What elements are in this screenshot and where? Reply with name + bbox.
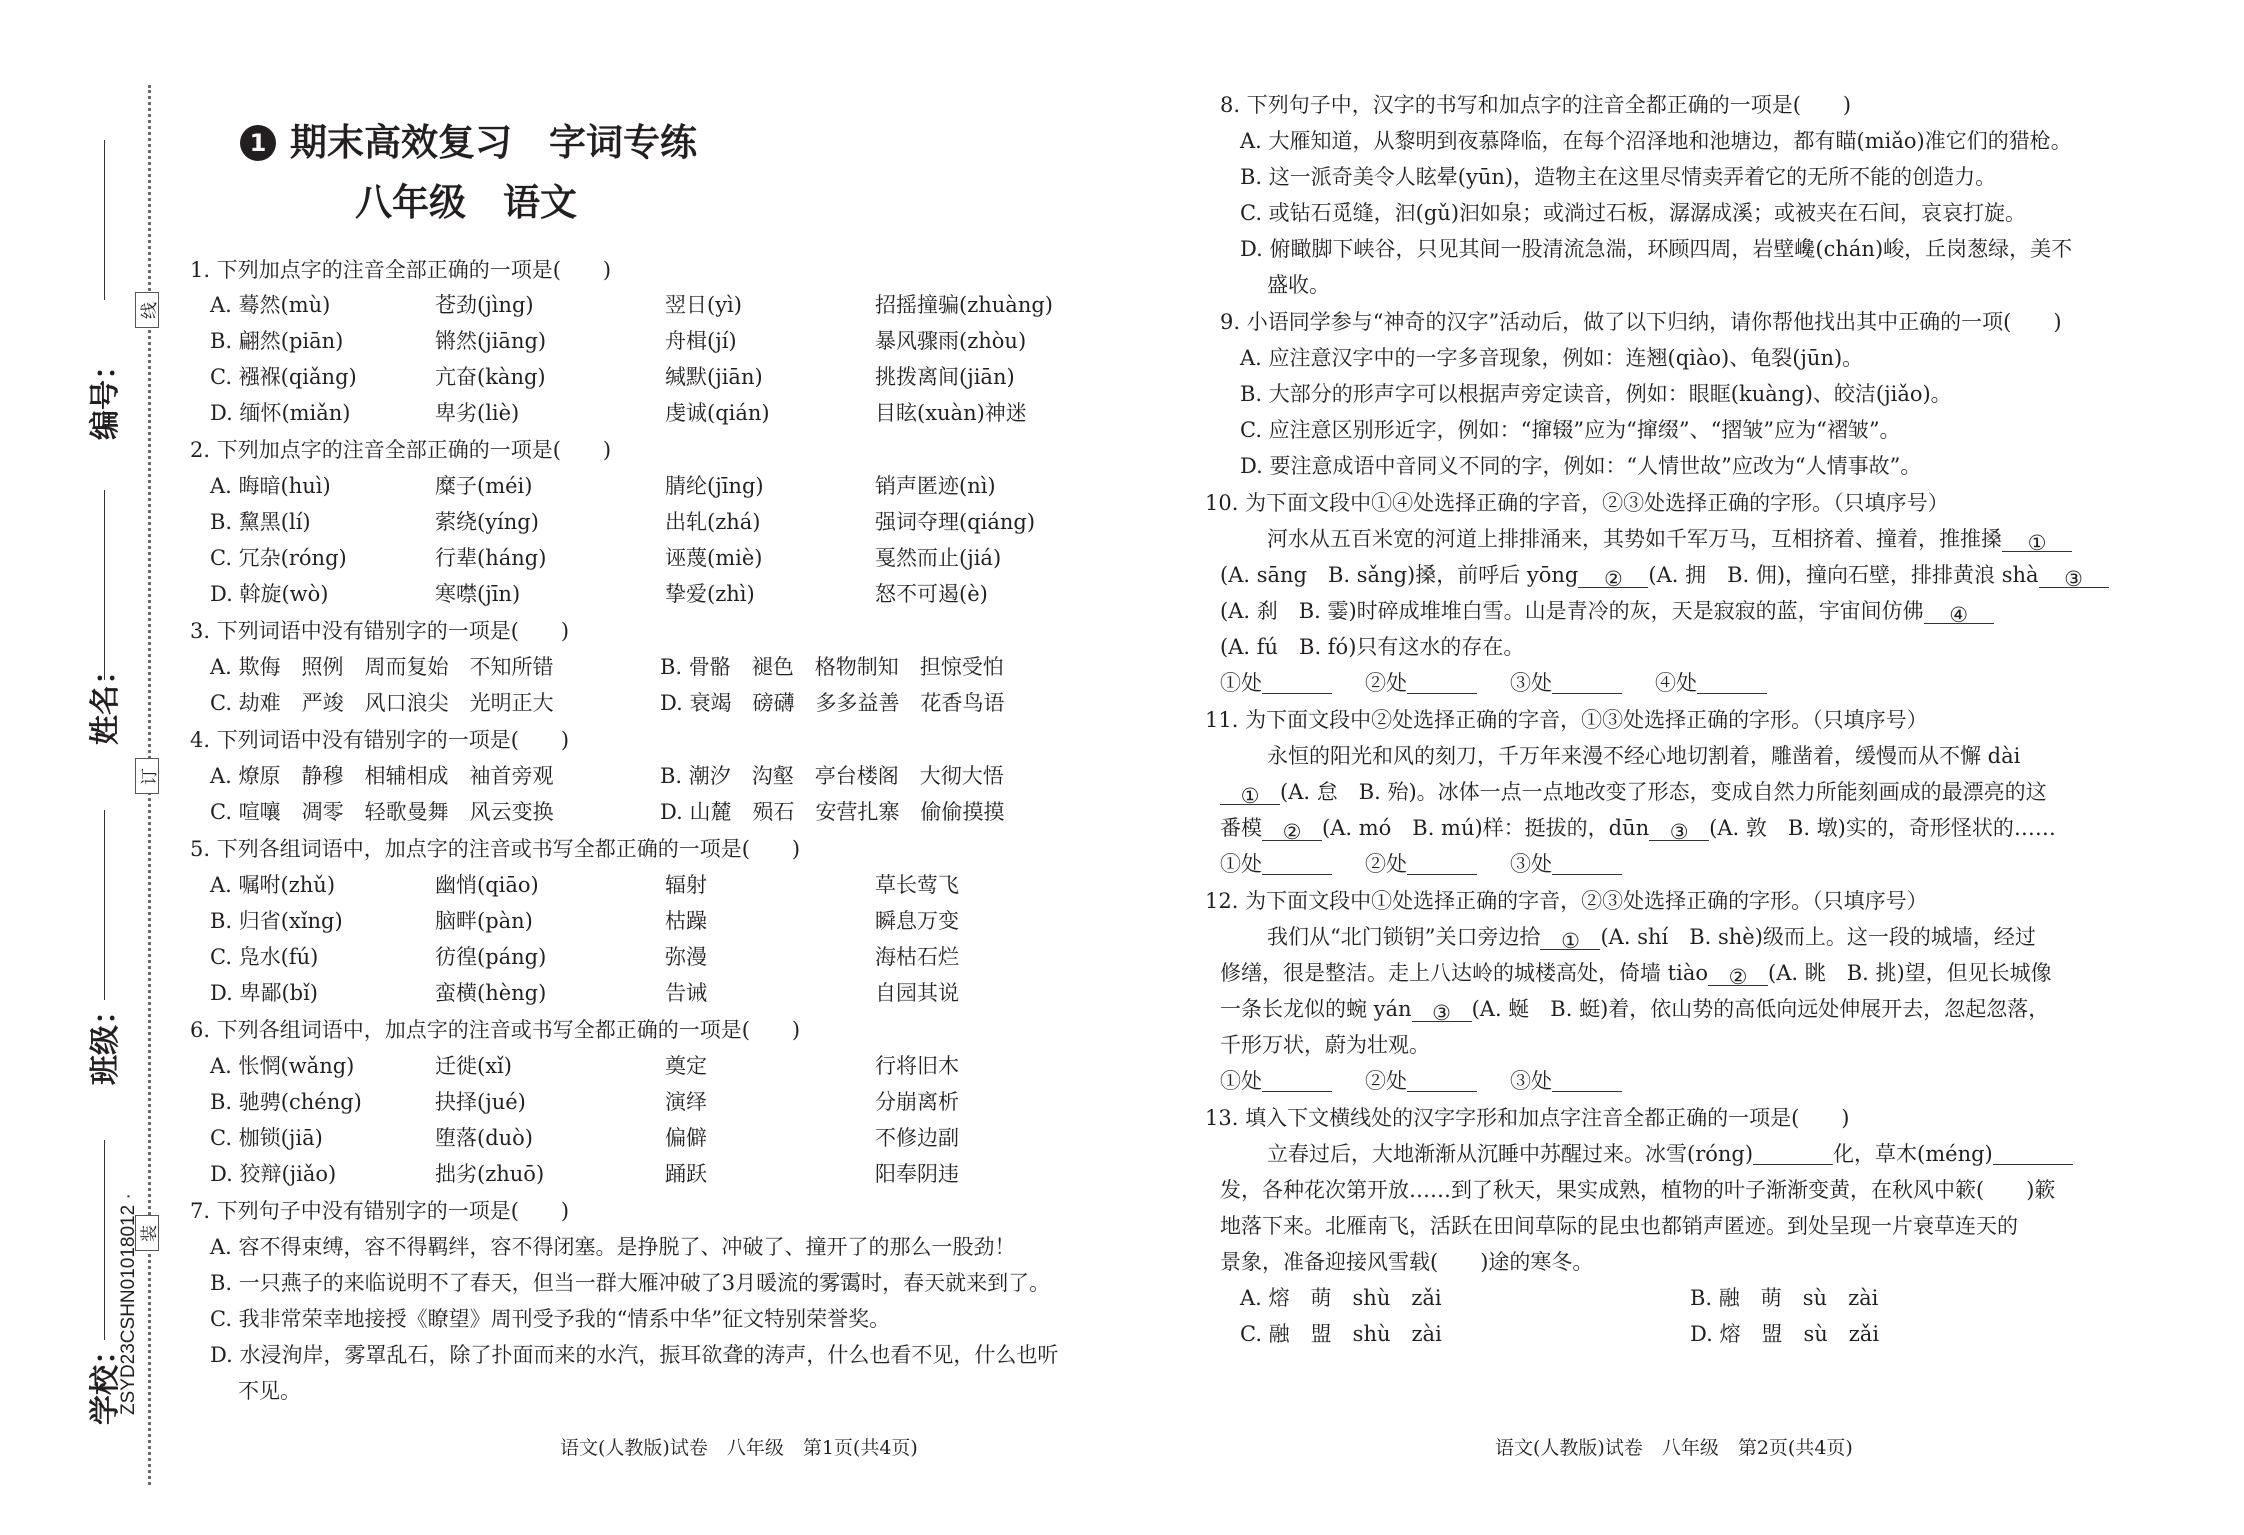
paper-code: ZSYD23CSHN01018012 · bbox=[118, 1193, 139, 1415]
answer-blank[interactable] bbox=[1262, 671, 1332, 694]
left-line bbox=[190, 436, 611, 464]
right-line bbox=[1240, 163, 1996, 191]
option-cell: 堕落(duò) bbox=[435, 1126, 533, 1150]
option-cell: 蛮横(hèng) bbox=[435, 981, 547, 1005]
option-cell: 锵然(jiāng) bbox=[435, 329, 547, 353]
option-cell: B. 骨骼 褪色 格物制知 担惊受怕 bbox=[660, 655, 1004, 679]
text-run: (A. mó B. mú)样：挺拔的，dūn bbox=[1322, 816, 1650, 840]
text-run: A. 应注意汉字中的一字多音现象，例如：连翘(qiào)、龟裂(jūn)。 bbox=[1240, 346, 1864, 370]
answer-fill bbox=[1365, 850, 1477, 878]
text-run: C. 我非常荣幸地接授《瞭望》周刊受予我的“情系中华”征文特别荣誉奖。 bbox=[210, 1307, 891, 1331]
footer-left: 语文(人教版)试卷 八年级 第1页(共4页) bbox=[560, 1437, 918, 1459]
answer-blank[interactable]: ① bbox=[1220, 782, 1280, 805]
text-run: D. 水浸洵岸，雾罩乱石，除了扑面而来的水汽，振耳欲聋的涛声，什么也看不见，什么也听 bbox=[210, 1343, 1059, 1367]
text-run: (A. 敦 B. 墩)实的，奇形怪状的…… bbox=[1709, 816, 2056, 840]
answer-fill-label: ②处 bbox=[1365, 1069, 1407, 1093]
option-cell: C. 冗杂(róng) bbox=[210, 546, 347, 570]
option-cell: D. 狡辩(jiǎo) bbox=[210, 1162, 337, 1186]
answer-blank[interactable]: ④ bbox=[1924, 601, 1994, 624]
option-cell: 拙劣(zhuō) bbox=[435, 1162, 545, 1186]
left-line bbox=[210, 1341, 1058, 1369]
text-run: 13. 填入下文横线处的汉字字形和加点字注音全都正确的一项是( ) bbox=[1205, 1106, 1850, 1130]
answer-fill bbox=[1365, 1067, 1477, 1095]
field-school-line[interactable] bbox=[104, 1140, 105, 1340]
right-line bbox=[1205, 1104, 1849, 1132]
option-cell: A. 嘱咐(zhǔ) bbox=[210, 873, 336, 897]
left-line bbox=[190, 1197, 569, 1225]
option-cell: 弥漫 bbox=[665, 945, 707, 969]
answer-fill-label: ②处 bbox=[1365, 671, 1407, 695]
field-name-label: 姓名： bbox=[88, 655, 123, 745]
option-cell: 销声匿迹(nì) bbox=[875, 474, 996, 498]
option-cell: 阳奉阴违 bbox=[875, 1162, 959, 1186]
answer-blank[interactable] bbox=[1697, 671, 1767, 694]
answer-blank[interactable]: ② bbox=[1262, 818, 1322, 841]
option-cell: A. 晦暗(huì) bbox=[210, 474, 331, 498]
text-run: B. 这一派奇美令人眩晕(yūn)，造物主在这里尽情卖弄着它的无所不能的创造力。 bbox=[1240, 165, 1997, 189]
field-school-label: 学校： bbox=[88, 1335, 123, 1425]
text-run: 5. 下列各组词语中，加点字的注音或书写全都正确的一项是( ) bbox=[190, 837, 801, 861]
option-cell: B. 驰骋(chéng) bbox=[210, 1090, 362, 1114]
option-cell: 幽悄(qiāo) bbox=[435, 873, 539, 897]
text-run: 地落下来。北雁南飞，活跃在田间草际的昆虫也都销声匿迹。到处呈现一片衰草连天的 bbox=[1220, 1214, 2018, 1238]
page-title bbox=[240, 112, 697, 166]
text-run: 1. 下列加点字的注音全部正确的一项是( ) bbox=[190, 258, 612, 282]
text-run: 河水从五百米宽的河道上排排涌来，其势如千军万马，互相挤着、撞着，推推搡 bbox=[1267, 527, 2002, 551]
binding-mark-line: 线 bbox=[135, 292, 159, 328]
option-cell: 枯躁 bbox=[665, 909, 707, 933]
option-cell: 踊跃 bbox=[665, 1162, 707, 1186]
answer-blank[interactable] bbox=[1993, 1142, 2073, 1165]
answer-fill-label: ③处 bbox=[1510, 671, 1552, 695]
option-cell: B. 归省(xǐng) bbox=[210, 909, 343, 933]
option-cell: 辐射 bbox=[665, 873, 707, 897]
answer-blank[interactable] bbox=[1552, 852, 1622, 875]
answer-blank[interactable]: ② bbox=[1578, 565, 1648, 588]
right-line bbox=[1267, 271, 1330, 299]
text-run: (A. 蜒 B. 蜓)着，依山势的高低向远处伸展开去，忽起忽落， bbox=[1471, 997, 2050, 1021]
option-cell: 不修边副 bbox=[875, 1126, 959, 1150]
text-run: 9. 小语同学参与“神奇的汉字”活动后，做了以下归纳，请你帮他找出其中正确的一项( ) bbox=[1220, 310, 2062, 334]
right-line bbox=[1240, 344, 1863, 372]
option-cell: A. 燎原 静穆 相辅相成 袖首旁观 bbox=[210, 764, 554, 788]
binding-mark-ding: 订 bbox=[135, 758, 159, 794]
left-line bbox=[210, 1233, 1016, 1261]
right-line bbox=[1220, 1176, 2055, 1204]
option-cell: 暴风骤雨(zhòu) bbox=[875, 329, 1027, 353]
right-line bbox=[1220, 1212, 2018, 1240]
text-run: 10. 为下面文段中①④处选择正确的字音，②③处选择正确的字形。（只填序号） bbox=[1205, 491, 1949, 515]
text-run: 千形万状，蔚为壮观。 bbox=[1220, 1033, 1430, 1057]
option-cell: D. 斡旋(wò) bbox=[210, 582, 329, 606]
left-line bbox=[190, 256, 611, 284]
field-name-line[interactable] bbox=[104, 490, 105, 680]
text-run: 发，各种花次第开放……到了秋天，果实成熟，植物的叶子渐渐变黄，在秋风中簌( )簌 bbox=[1220, 1178, 2056, 1202]
answer-blank[interactable]: ② bbox=[1708, 963, 1768, 986]
option-cell: 糜子(méi) bbox=[435, 474, 533, 498]
answer-fill-label: ②处 bbox=[1365, 852, 1407, 876]
right-line bbox=[1240, 452, 1921, 480]
right-line bbox=[1240, 235, 2072, 263]
right-line bbox=[1220, 1248, 1593, 1276]
answer-fill bbox=[1510, 1067, 1622, 1095]
text-run: (A. fú B. fó)只有这水的存在。 bbox=[1220, 635, 1525, 659]
option-cell: B. 翩然(piān) bbox=[210, 329, 344, 353]
option-cell: 挑拨离间(jiān) bbox=[875, 365, 1015, 389]
option-cell: 彷徨(páng) bbox=[435, 945, 547, 969]
text-run: (A. sāng B. sǎng)搡，前呼后 yōng bbox=[1220, 563, 1579, 587]
answer-blank[interactable]: ③ bbox=[2039, 565, 2109, 588]
option-cell: B. 融 萌 sù zài bbox=[1690, 1286, 1879, 1310]
option-cell: 偏僻 bbox=[665, 1126, 707, 1150]
answer-fill-label: ④处 bbox=[1655, 671, 1697, 695]
field-class-label: 班级： bbox=[88, 995, 123, 1085]
right-line bbox=[1205, 887, 1928, 915]
text-run: 8. 下列句子中，汉字的书写和加点字的注音全都正确的一项是( ) bbox=[1220, 93, 1852, 117]
option-cell: C. 融 盟 shù zài bbox=[1240, 1322, 1442, 1346]
answer-fill bbox=[1220, 1067, 1332, 1095]
text-run: 修缮，很是整洁。走上八达岭的城楼高处，倚墙 tiào bbox=[1220, 961, 1708, 985]
text-run: 7. 下列句子中没有错别字的一项是( ) bbox=[190, 1199, 570, 1223]
text-run: A. 容不得束缚，容不得羁绊，容不得闭塞。是挣脱了、冲破了、撞开了的那么一股劲！ bbox=[210, 1235, 1016, 1259]
field-class-line[interactable] bbox=[104, 810, 105, 1000]
answer-fill bbox=[1510, 850, 1622, 878]
left-line bbox=[190, 835, 800, 863]
answer-blank[interactable]: ① bbox=[2002, 529, 2072, 552]
option-cell: 出轧(zhá) bbox=[665, 510, 761, 534]
answer-blank[interactable] bbox=[1407, 1069, 1477, 1092]
option-cell: 挚爱(zhì) bbox=[665, 582, 755, 606]
page-subtitle: 八年级 语文 bbox=[355, 181, 577, 224]
text-run: 番模 bbox=[1220, 816, 1262, 840]
text-run: (A. shí B. shè)级而上。这一段的城墙，经过 bbox=[1600, 925, 2036, 949]
footer-right: 语文(人教版)试卷 八年级 第2页(共4页) bbox=[1495, 1437, 1853, 1459]
answer-blank[interactable] bbox=[1407, 852, 1477, 875]
option-cell: 戛然而止(jiá) bbox=[875, 546, 1002, 570]
answer-fill bbox=[1220, 850, 1332, 878]
option-cell: 演绎 bbox=[665, 1090, 707, 1114]
option-cell: 虔诚(qián) bbox=[665, 401, 770, 425]
text-run: 6. 下列各组词语中，加点字的注音或书写全都正确的一项是( ) bbox=[190, 1018, 801, 1042]
right-line bbox=[1220, 814, 2056, 842]
right-line bbox=[1205, 706, 1928, 734]
right-line bbox=[1220, 633, 1524, 661]
option-cell: B. 黧黑(lí) bbox=[210, 510, 311, 534]
left-line bbox=[190, 726, 569, 754]
option-cell: C. 枷锁(jiā) bbox=[210, 1126, 323, 1150]
option-cell: 行将旧木 bbox=[875, 1054, 959, 1078]
left-line bbox=[210, 1305, 890, 1333]
text-run: (A. 怠 B. 殆)。冰体一点一点地改变了形态，变成自然力所能刻画成的最漂亮的这 bbox=[1280, 780, 2047, 804]
text-run: (A. 刹 B. 霎)时碎成堆堆白雪。山是青冷的灰，天是寂寂的蓝，宇宙间仿佛 bbox=[1220, 599, 1924, 623]
text-run: 我们从“北门锁钥”关口旁边拾 bbox=[1267, 925, 1541, 949]
option-cell: D. 卑鄙(bǐ) bbox=[210, 981, 318, 1005]
answer-blank[interactable] bbox=[1552, 671, 1622, 694]
right-line bbox=[1220, 91, 1851, 119]
option-cell: 寒噤(jīn) bbox=[435, 582, 521, 606]
binding-mark-zhuang: 装 bbox=[135, 1215, 159, 1251]
text-run: 11. 为下面文段中②处选择正确的字音，①③处选择正确的字形。（只填序号） bbox=[1205, 708, 1928, 732]
answer-fill bbox=[1365, 669, 1477, 697]
right-line bbox=[1220, 597, 1994, 625]
option-cell: 怒不可遏(è) bbox=[875, 582, 988, 606]
page-title-text: 期末高效复习 字词专练 bbox=[290, 121, 697, 164]
binding-margin bbox=[0, 0, 180, 1535]
answer-fill-label: ③处 bbox=[1510, 852, 1552, 876]
option-cell: 目眩(xuàn)神迷 bbox=[875, 401, 1027, 425]
text-run: 一条长龙似的蜿 yán bbox=[1220, 997, 1412, 1021]
right-line bbox=[1240, 127, 2072, 155]
option-cell: C. 喧嚷 凋零 轻歌曼舞 风云变换 bbox=[210, 800, 554, 824]
option-cell: D. 衰竭 磅礴 多多益善 花香鸟语 bbox=[660, 691, 1005, 715]
option-cell: 草长莺飞 bbox=[875, 873, 959, 897]
answer-fill-label: ①处 bbox=[1220, 852, 1262, 876]
right-line bbox=[1240, 380, 1952, 408]
text-run: B. 大部分的形声字可以根据声旁定读音，例如：眼眶(kuàng)、皎洁(jiǎo)。 bbox=[1240, 382, 1952, 406]
right-line bbox=[1240, 199, 2026, 227]
option-cell: C. 凫水(fú) bbox=[210, 945, 319, 969]
option-cell: 苍劲(jìng) bbox=[435, 293, 534, 317]
right-line bbox=[1220, 995, 2049, 1023]
answer-fill bbox=[1655, 669, 1767, 697]
option-cell: A. 熔 萌 shù zǎi bbox=[1240, 1286, 1442, 1310]
option-cell: 卑劣(liè) bbox=[435, 401, 520, 425]
option-cell: 抉择(jué) bbox=[435, 1090, 526, 1114]
right-line bbox=[1220, 959, 2052, 987]
right-line bbox=[1267, 923, 2036, 951]
right-line bbox=[1205, 489, 1949, 517]
option-cell: 腈纶(jīng) bbox=[665, 474, 764, 498]
left-line bbox=[190, 617, 569, 645]
answer-blank[interactable] bbox=[1262, 852, 1332, 875]
answer-blank[interactable] bbox=[1407, 671, 1477, 694]
right-line bbox=[1220, 561, 2109, 589]
option-cell: C. 襁褓(qiǎng) bbox=[210, 365, 357, 389]
text-run: 景象，准备迎接风雪载( )途的寒冬。 bbox=[1220, 1250, 1594, 1274]
option-cell: B. 潮汐 沟壑 亭台楼阁 大彻大悟 bbox=[660, 764, 1004, 788]
option-cell: 海枯石烂 bbox=[875, 945, 959, 969]
answer-fill-label: ③处 bbox=[1510, 1069, 1552, 1093]
answer-blank[interactable] bbox=[1753, 1142, 1833, 1165]
option-cell: D. 缅怀(miǎn) bbox=[210, 401, 351, 425]
right-line bbox=[1267, 525, 2072, 553]
right-line bbox=[1240, 416, 1901, 444]
text-run: 盛收。 bbox=[1267, 273, 1330, 297]
option-cell: A. 欺侮 照例 周而复始 不知所错 bbox=[210, 655, 554, 679]
right-line bbox=[1220, 778, 2047, 806]
answer-blank[interactable]: ③ bbox=[1412, 999, 1472, 1022]
text-run: (A. 拥 B. 佣)，撞向石壁，排排黄浪 shà bbox=[1648, 563, 2039, 587]
option-cell: 缄默(jiān) bbox=[665, 365, 763, 389]
option-cell: A. 蓦然(mù) bbox=[210, 293, 331, 317]
text-run: A. 大雁知道，从黎明到夜慕降临，在每个沼泽地和池塘边，都有瞄(miǎo)准它们的猎枪。 bbox=[1240, 129, 2072, 153]
option-cell: 翌日(yì) bbox=[665, 293, 742, 317]
option-cell: 招摇撞骗(zhuàng) bbox=[875, 293, 1053, 317]
option-cell: A. 怅惘(wǎng) bbox=[210, 1054, 355, 1078]
option-cell: 诬蔑(miè) bbox=[665, 546, 763, 570]
answer-fill-label: ①处 bbox=[1220, 1069, 1262, 1093]
text-run: 不见。 bbox=[238, 1379, 301, 1403]
answer-blank[interactable]: ① bbox=[1540, 927, 1600, 950]
text-run: 永恒的阳光和风的刻刀，千万年来漫不经心地切割着，雕凿着，缓慢而从不懈 dài bbox=[1267, 744, 2021, 768]
answer-fill bbox=[1510, 669, 1622, 697]
text-run: 化，草木(méng) bbox=[1833, 1142, 1993, 1166]
answer-blank[interactable] bbox=[1552, 1069, 1622, 1092]
text-run: C. 应注意区别形近字，例如：“撺辍”应为“撺缀”、“摺皱”应为“褶皱”。 bbox=[1240, 418, 1901, 442]
option-cell: 分崩离析 bbox=[875, 1090, 959, 1114]
field-number-label: 编号： bbox=[88, 350, 123, 440]
text-run: D. 俯瞰脚下峡谷，只见其间一股清流急湍，环顾四周，岩壁巉(chán)峻，丘岗葱绿，美不 bbox=[1240, 237, 2073, 261]
option-cell: D. 熔 盟 sù zǎi bbox=[1690, 1322, 1880, 1346]
right-line bbox=[1267, 1140, 2073, 1168]
option-cell: 告诫 bbox=[665, 981, 707, 1005]
answer-fill bbox=[1220, 669, 1332, 697]
answer-blank[interactable] bbox=[1262, 1069, 1332, 1092]
text-run: 12. 为下面文段中①处选择正确的字音，②③处选择正确的字形。（只填序号） bbox=[1205, 889, 1928, 913]
text-run: D. 要注意成语中音同义不同的字，例如：“人情世故”应改为“人情事故”。 bbox=[1240, 454, 1922, 478]
left-line bbox=[190, 1016, 800, 1044]
option-cell: 亢奋(kàng) bbox=[435, 365, 546, 389]
option-cell: 脑畔(pàn) bbox=[435, 909, 533, 933]
text-run: B. 一只燕子的来临说明不了春天，但当一群大雁冲破了3月暖流的雾霭时，春天就来到了。 bbox=[210, 1271, 1051, 1295]
right-line bbox=[1267, 742, 2020, 770]
option-cell: C. 劫难 严竣 风口浪尖 光明正大 bbox=[210, 691, 554, 715]
option-cell: 迁徙(xǐ) bbox=[435, 1054, 512, 1078]
text-run: 4. 下列词语中没有错别字的一项是( ) bbox=[190, 728, 570, 752]
field-number-line[interactable] bbox=[104, 140, 105, 300]
left-line bbox=[238, 1377, 301, 1405]
text-run: C. 或钻石觅缝，汩(gǔ)汩如泉；或淌过石板，潺潺成溪；或被夹在石间，哀哀打旋。 bbox=[1240, 201, 2027, 225]
text-run: 立春过后，大地渐渐从沉睡中苏醒过来。冰雪(róng) bbox=[1267, 1142, 1754, 1166]
text-run: 2. 下列加点字的注音全部正确的一项是( ) bbox=[190, 438, 612, 462]
text-run: 3. 下列词语中没有错别字的一项是( ) bbox=[190, 619, 570, 643]
option-cell: D. 山麓 殒石 安营扎寨 偷偷摸摸 bbox=[660, 800, 1005, 824]
answer-fill-label: ①处 bbox=[1220, 671, 1262, 695]
right-line bbox=[1220, 308, 2062, 336]
circle-number: 1 bbox=[240, 125, 276, 161]
option-cell: 瞬息万变 bbox=[875, 909, 959, 933]
option-cell: 奠定 bbox=[665, 1054, 707, 1078]
left-line bbox=[210, 1269, 1050, 1297]
option-cell: 舟楫(jí) bbox=[665, 329, 737, 353]
text-run: (A. 眺 B. 挑)望，但见长城像 bbox=[1768, 961, 2052, 985]
option-cell: 萦绕(yíng) bbox=[435, 510, 539, 534]
right-line bbox=[1220, 1031, 1430, 1059]
option-cell: 行辈(háng) bbox=[435, 546, 547, 570]
option-cell: 自园其说 bbox=[875, 981, 959, 1005]
answer-blank[interactable]: ③ bbox=[1649, 818, 1709, 841]
option-cell: 强词夺理(qiáng) bbox=[875, 510, 1036, 534]
